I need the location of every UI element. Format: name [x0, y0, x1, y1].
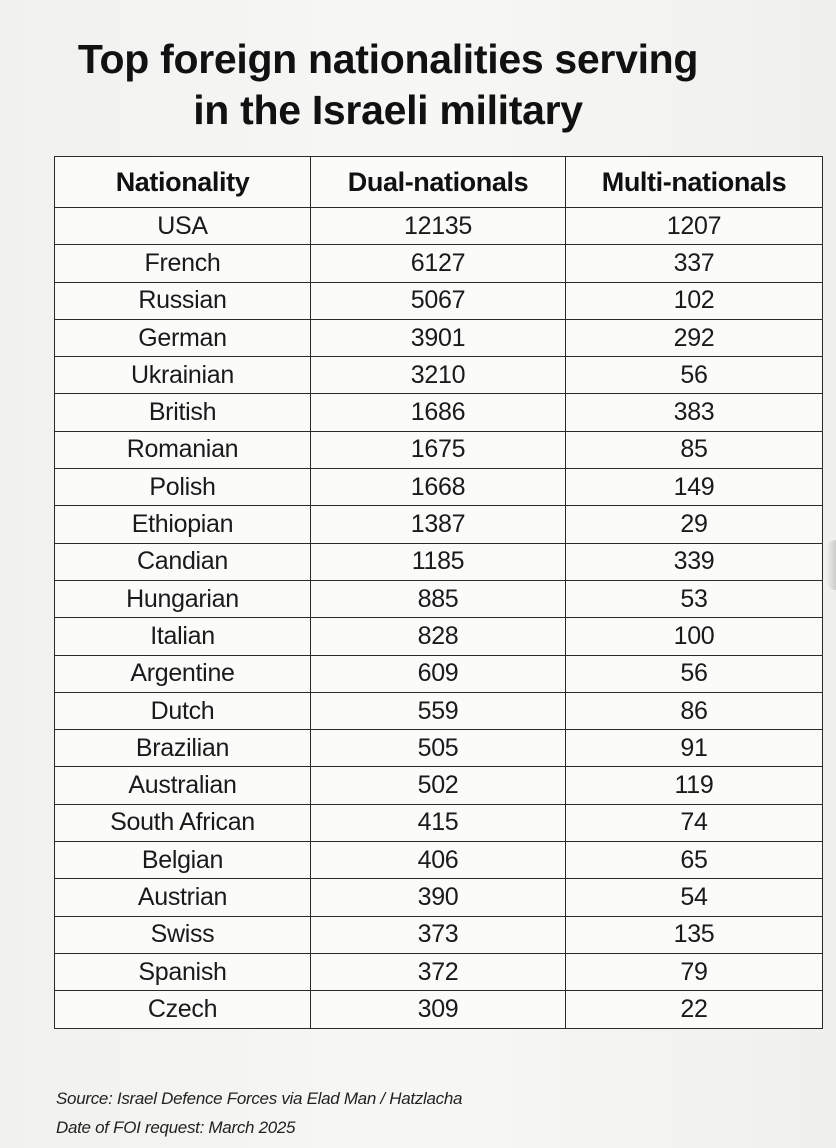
page-title — [60, 34, 716, 136]
table-row — [55, 543, 823, 580]
table-row — [55, 282, 823, 319]
multi-nationals-cell: 29 — [566, 506, 823, 543]
table-row — [55, 208, 823, 245]
table-row — [55, 767, 823, 804]
table-row — [55, 692, 823, 729]
multi-nationals-cell: 102 — [566, 282, 823, 319]
nationality-cell: Argentine — [55, 655, 311, 692]
multi-nationals-cell: 119 — [566, 767, 823, 804]
multi-nationals-cell: 337 — [566, 245, 823, 282]
header-dual-nationals: Dual-nationals — [311, 157, 566, 208]
dual-nationals-cell: 406 — [311, 842, 566, 879]
multi-nationals-cell: 383 — [566, 394, 823, 431]
nationality-cell: Belgian — [55, 842, 311, 879]
multi-nationals-cell: 1207 — [566, 208, 823, 245]
dual-nationals-cell: 390 — [311, 879, 566, 916]
title-line-2: in the Israeli military — [193, 87, 583, 133]
table-row — [55, 469, 823, 506]
nationality-cell: British — [55, 394, 311, 431]
dual-nationals-cell: 373 — [311, 916, 566, 953]
multi-nationals-cell: 53 — [566, 580, 823, 617]
dual-nationals-cell: 502 — [311, 767, 566, 804]
nationality-cell: South African — [55, 804, 311, 841]
table-row — [55, 953, 823, 990]
nationality-cell: USA — [55, 208, 311, 245]
multi-nationals-cell: 86 — [566, 692, 823, 729]
dual-nationals-cell: 3901 — [311, 319, 566, 356]
multi-nationals-cell: 149 — [566, 469, 823, 506]
table-row — [55, 618, 823, 655]
table-row — [55, 357, 823, 394]
table-row — [55, 394, 823, 431]
multi-nationals-cell: 56 — [566, 655, 823, 692]
multi-nationals-cell: 74 — [566, 804, 823, 841]
nationality-cell: Italian — [55, 618, 311, 655]
edge-shadow — [826, 540, 836, 590]
multi-nationals-cell: 135 — [566, 916, 823, 953]
dual-nationals-cell: 505 — [311, 730, 566, 767]
source-line: Source: Israel Defence Forces via Elad Man / Hatzlacha — [56, 1089, 463, 1108]
source-note — [56, 1084, 462, 1142]
nationality-cell: Romanian — [55, 431, 311, 468]
dual-nationals-cell: 415 — [311, 804, 566, 841]
dual-nationals-cell: 6127 — [311, 245, 566, 282]
table-body — [55, 208, 823, 1029]
multi-nationals-cell: 339 — [566, 543, 823, 580]
dual-nationals-cell: 1668 — [311, 469, 566, 506]
title-line-1: Top foreign nationalities serving — [77, 36, 699, 82]
dual-nationals-cell: 559 — [311, 692, 566, 729]
table-row — [55, 879, 823, 916]
multi-nationals-cell: 292 — [566, 319, 823, 356]
multi-nationals-cell: 79 — [566, 953, 823, 990]
dual-nationals-cell: 609 — [311, 655, 566, 692]
nationality-cell: Austrian — [55, 879, 311, 916]
nationality-cell: Dutch — [55, 692, 311, 729]
dual-nationals-cell: 1185 — [311, 543, 566, 580]
table-row — [55, 319, 823, 356]
table-row — [55, 655, 823, 692]
header-nationality: Nationality — [55, 157, 311, 208]
dual-nationals-cell: 1387 — [311, 506, 566, 543]
header-multi-nationals: Multi-nationals — [566, 157, 823, 208]
multi-nationals-cell: 100 — [566, 618, 823, 655]
table-row — [55, 842, 823, 879]
multi-nationals-cell: 56 — [566, 357, 823, 394]
nationality-cell: German — [55, 319, 311, 356]
multi-nationals-cell: 54 — [566, 879, 823, 916]
dual-nationals-cell: 1686 — [311, 394, 566, 431]
nationality-cell: French — [55, 245, 311, 282]
dual-nationals-cell: 1675 — [311, 431, 566, 468]
nationality-cell: Brazilian — [55, 730, 311, 767]
multi-nationals-cell: 91 — [566, 730, 823, 767]
multi-nationals-cell: 85 — [566, 431, 823, 468]
nationality-cell: Czech — [55, 991, 311, 1028]
nationality-cell: Hungarian — [55, 580, 311, 617]
table-row — [55, 245, 823, 282]
dual-nationals-cell: 309 — [311, 991, 566, 1028]
nationality-cell: Australian — [55, 767, 311, 804]
nationality-cell: Polish — [55, 469, 311, 506]
nationality-cell: Ethiopian — [55, 506, 311, 543]
table-row — [55, 991, 823, 1028]
nationality-cell: Ukrainian — [55, 357, 311, 394]
table-row — [55, 580, 823, 617]
dual-nationals-cell: 885 — [311, 580, 566, 617]
nationalities-table — [54, 156, 823, 1029]
nationality-cell: Spanish — [55, 953, 311, 990]
nationality-cell: Candian — [55, 543, 311, 580]
dual-nationals-cell: 5067 — [311, 282, 566, 319]
nationality-cell: Swiss — [55, 916, 311, 953]
dual-nationals-cell: 3210 — [311, 357, 566, 394]
dual-nationals-cell: 828 — [311, 618, 566, 655]
table-row — [55, 431, 823, 468]
multi-nationals-cell: 65 — [566, 842, 823, 879]
header-row — [55, 157, 823, 208]
multi-nationals-cell: 22 — [566, 991, 823, 1028]
table-header — [55, 157, 823, 208]
table-row — [55, 506, 823, 543]
dual-nationals-cell: 372 — [311, 953, 566, 990]
table-row — [55, 804, 823, 841]
table-row — [55, 730, 823, 767]
nationality-cell: Russian — [55, 282, 311, 319]
dual-nationals-cell: 12135 — [311, 208, 566, 245]
table-row — [55, 916, 823, 953]
date-line: Date of FOI request: March 2025 — [56, 1118, 296, 1137]
